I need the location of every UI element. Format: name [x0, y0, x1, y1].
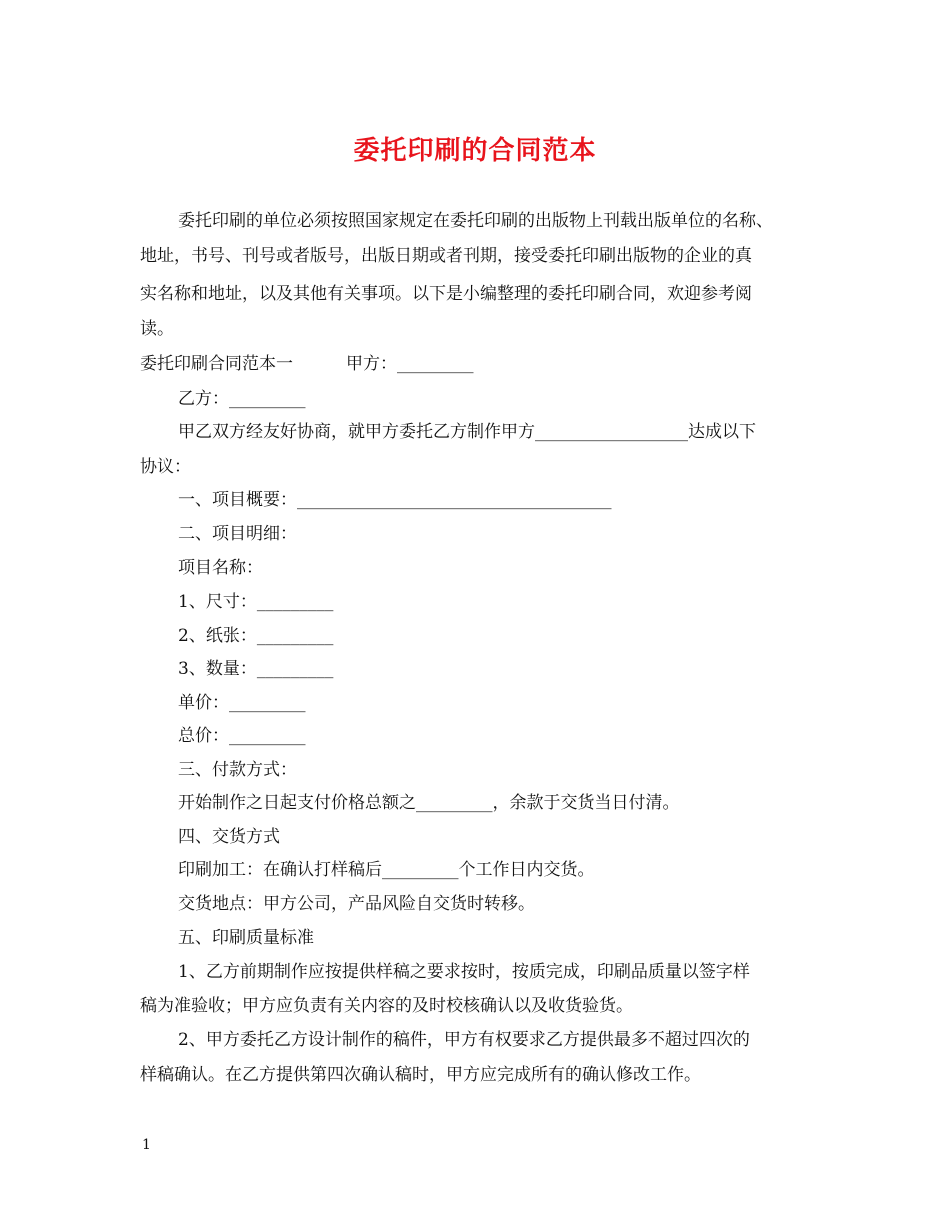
intro-line-1: 委托印刷的单位必须按照国家规定在委托印刷的出版物上刊载出版单位的名称、	[178, 211, 773, 231]
section-3-payment: 三、付款方式：	[178, 760, 297, 780]
printing-terms: 印刷加工：在确认打样稿后_________个工作日内交货。	[178, 860, 595, 880]
payment-terms: 开始制作之日起支付价格总额之_________，余款于交货当日付清。	[178, 793, 680, 813]
intro-line-3: 实名称和地址，以及其他有关事项。以下是小编整理的委托印刷合同，欢迎参考阅	[140, 284, 752, 304]
page-number: 1	[142, 1137, 151, 1153]
item-name: 项目名称：	[178, 558, 263, 578]
delivery-place: 交货地点：甲方公司，产品风险自交货时转移。	[178, 894, 535, 914]
quality-1-line-1: 1、乙方前期制作应按提供样稿之要求按时，按质完成，印刷品质量以签字样	[178, 962, 750, 982]
contract-label: 委托印刷合同范本一	[140, 354, 293, 374]
party-b: 乙方：_________	[178, 389, 306, 409]
section-2-details: 二、项目明细：	[178, 524, 297, 544]
quality-1-line-2: 稿为准验收；甲方应负责有关内容的及时校核确认以及收货验货。	[140, 996, 633, 1016]
quality-2-line-1: 2、甲方委托乙方设计制作的稿件，甲方有权要求乙方提供最多不超过四次的	[178, 1030, 750, 1050]
agreement-line-1: 甲乙双方经友好协商，就甲方委托乙方制作甲方__________________达成以下	[178, 422, 756, 442]
agreement-line-2: 协议：	[140, 457, 191, 477]
party-a: 甲方：_________	[346, 354, 474, 374]
quality-2-line-2: 样稿确认。在乙方提供第四次确认稿时，甲方应完成所有的确认修改工作。	[140, 1065, 701, 1085]
item-paper: 2、纸张：_________	[178, 626, 334, 646]
intro-line-4: 读。	[140, 319, 174, 339]
item-quantity: 3、数量：_________	[178, 659, 334, 679]
section-1-overview: 一、项目概要：_____________________________________	[178, 490, 612, 510]
section-4-delivery: 四、交货方式	[178, 827, 280, 847]
total-price: 总价：_________	[178, 726, 306, 746]
intro-line-2: 地址，书号、刊号或者版号，出版日期或者刊期，接受委托印刷出版物的企业的真	[140, 246, 752, 266]
item-size: 1、尺寸：_________	[178, 592, 334, 612]
unit-price: 单价：_________	[178, 693, 306, 713]
section-5-quality: 五、印刷质量标准	[178, 928, 314, 948]
document-title: 委托印刷的合同范本	[353, 136, 597, 166]
